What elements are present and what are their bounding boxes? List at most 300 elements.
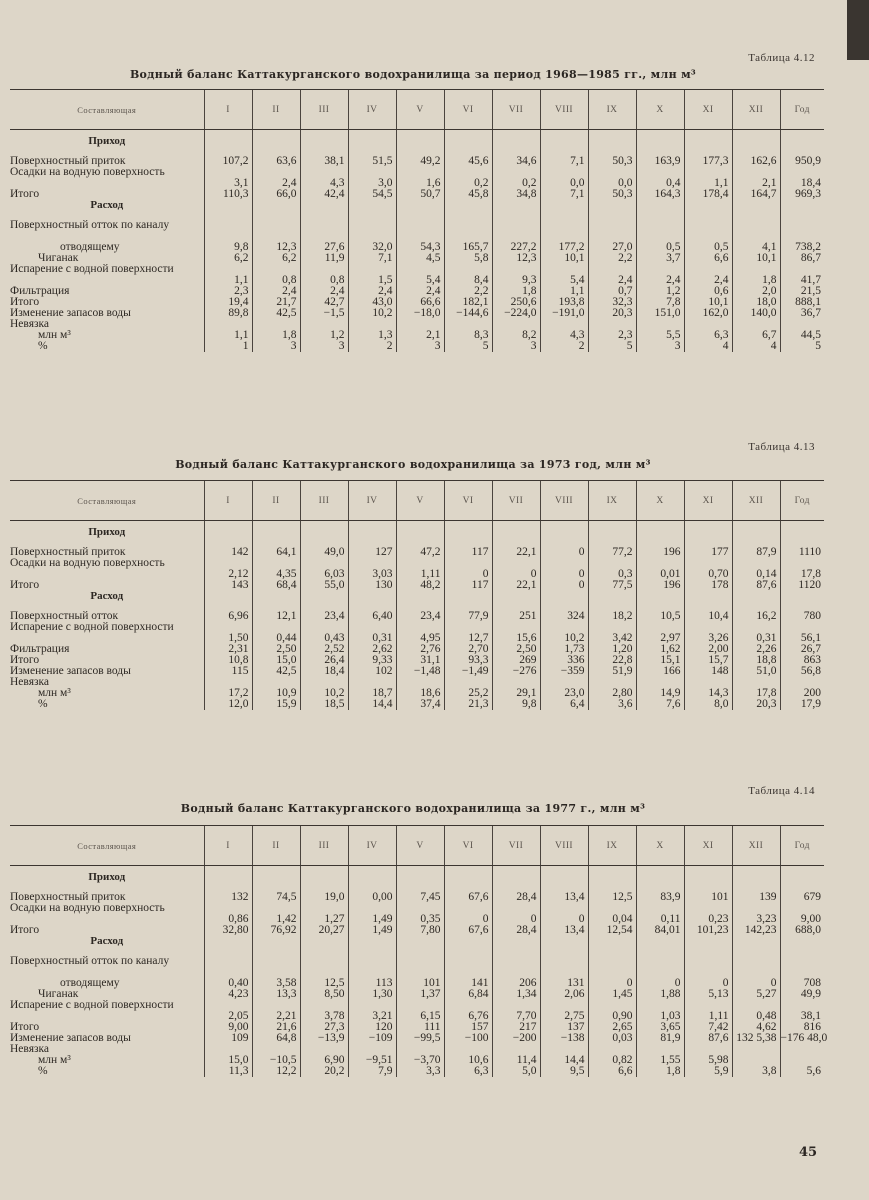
- table-cell: 21,5: [780, 286, 824, 297]
- month-header: II: [252, 481, 300, 521]
- table-cell: 780: [780, 611, 824, 622]
- table-cell: [252, 220, 300, 242]
- month-header: IV: [348, 90, 396, 130]
- row-label: Фильтрация: [10, 285, 70, 297]
- month-header: I: [204, 826, 252, 866]
- table-cell: 7,1: [348, 253, 396, 264]
- table-cell: 18,5: [300, 699, 348, 710]
- month-header: III: [300, 90, 348, 130]
- table-cell: 2,05: [204, 1000, 252, 1022]
- table-cell: [684, 136, 732, 156]
- table-cell: [780, 200, 824, 220]
- table-cell: 0,86: [204, 903, 252, 925]
- table-cell: 8,2: [492, 330, 540, 341]
- table-cell: [588, 936, 636, 956]
- header-row: [10, 826, 824, 866]
- table-cell: 143: [204, 580, 252, 591]
- table-cell: 2,21: [252, 1000, 300, 1022]
- table-cell: [588, 200, 636, 220]
- table-cell: 142,23: [732, 925, 780, 936]
- table-cell: 49,9: [780, 989, 824, 1000]
- table-cell: 2: [348, 341, 396, 352]
- table-cell: 12,3: [492, 253, 540, 264]
- table-cell: [300, 936, 348, 956]
- row-label: Испарение с водной поверхности: [10, 999, 174, 1011]
- row-label: Итого: [10, 1021, 40, 1033]
- table-cell: 22,1: [492, 580, 540, 591]
- table-cell: 67,6: [444, 892, 492, 903]
- table-cell: [252, 936, 300, 956]
- table-cell: 1,03: [636, 1000, 684, 1022]
- table-cell: 42,5: [252, 666, 300, 677]
- month-header: II: [252, 90, 300, 130]
- table-cell: 0: [540, 547, 588, 558]
- table-cell: 200: [780, 688, 824, 699]
- table-cell: 12,2: [252, 1066, 300, 1077]
- table-cell: −359: [540, 666, 588, 677]
- table-cell: 0,2: [492, 167, 540, 189]
- table-cell: [348, 936, 396, 956]
- table-cell: 19,0: [300, 892, 348, 903]
- table-cell: 8,3: [444, 330, 492, 341]
- table-cell: 13,4: [540, 925, 588, 936]
- table-cell: 217: [492, 1022, 540, 1033]
- table-cell: [444, 936, 492, 956]
- table-cell: 49,0: [300, 547, 348, 558]
- table-cell: 115: [204, 666, 252, 677]
- table-cell: 3,26: [684, 622, 732, 644]
- table-cell: 10,4: [684, 611, 732, 622]
- table-title: Водный баланс Каттакурганского водохранилища за 1973 год, млн м³: [175, 458, 651, 471]
- table-cell: 68,4: [252, 580, 300, 591]
- table-cell: 3: [252, 341, 300, 352]
- table-cell: 1,45: [588, 989, 636, 1000]
- table-cell: 5,5: [636, 330, 684, 341]
- section-row: [10, 527, 824, 547]
- table-cell: [396, 527, 444, 547]
- table-cell: 12,54: [588, 925, 636, 936]
- table-cell: 2,70: [444, 644, 492, 655]
- table-cell: 7,42: [684, 1022, 732, 1033]
- table-cell: 4,5: [396, 253, 444, 264]
- table-cell: [204, 200, 252, 220]
- table-cell: 9,8: [204, 242, 252, 253]
- row-label: Осадки на водную поверхность: [10, 902, 165, 914]
- table-cell: 688,0: [780, 925, 824, 936]
- table-cell: 12,5: [300, 978, 348, 989]
- table-cell: 25,2: [444, 688, 492, 699]
- month-header: X: [636, 826, 684, 866]
- table-cell: 87,6: [732, 580, 780, 591]
- table-cell: 708: [780, 978, 824, 989]
- table-cell: 9,33: [348, 655, 396, 666]
- table-cell: 50,3: [588, 156, 636, 167]
- table-cell: 14,9: [636, 688, 684, 699]
- table-cell: 67,6: [444, 925, 492, 936]
- table-cell: −1,48: [396, 666, 444, 677]
- table-cell: 6,4: [540, 699, 588, 710]
- table-cell: [636, 527, 684, 547]
- table-cell: [780, 956, 824, 978]
- table-cell: 2,76: [396, 644, 444, 655]
- table-cell: 0: [636, 978, 684, 989]
- row-label: Поверхностный приток: [10, 155, 126, 167]
- table-cell: 4,35: [252, 558, 300, 580]
- table-cell: [348, 527, 396, 547]
- table-cell: 74,5: [252, 892, 300, 903]
- table-cell: 7,45: [396, 892, 444, 903]
- month-header: Год: [780, 481, 824, 521]
- table-cell: 4,95: [396, 622, 444, 644]
- table-cell: 4,1: [732, 242, 780, 253]
- table-cell: 6,2: [252, 253, 300, 264]
- table-cell: 28,4: [492, 892, 540, 903]
- table-cell: [780, 527, 824, 547]
- table-cell: 11,9: [300, 253, 348, 264]
- table-cell: [540, 956, 588, 978]
- table-cell: −100: [444, 1033, 492, 1044]
- table-cell: [204, 220, 252, 242]
- table-cell: 18,8: [732, 655, 780, 666]
- table-cell: [492, 220, 540, 242]
- table-cell: 3: [396, 341, 444, 352]
- table-cell: 63,6: [252, 156, 300, 167]
- table-cell: 83,9: [636, 892, 684, 903]
- table-cell: [636, 136, 684, 156]
- table-cell: 1,37: [396, 989, 444, 1000]
- section-heading: Расход: [90, 590, 124, 602]
- table-cell: 21,3: [444, 699, 492, 710]
- table-row: [10, 666, 824, 677]
- month-header: VI: [444, 481, 492, 521]
- table-cell: 7,1: [540, 156, 588, 167]
- table-cell: 20,3: [588, 308, 636, 319]
- month-header: XI: [684, 481, 732, 521]
- month-header: IX: [588, 481, 636, 521]
- table-cell: 177,3: [684, 156, 732, 167]
- table-cell: [396, 956, 444, 978]
- table-cell: 3,42: [588, 622, 636, 644]
- table-cell: [588, 220, 636, 242]
- table-cell: 45,6: [444, 156, 492, 167]
- table-cell: 7,80: [396, 925, 444, 936]
- table-cell: [732, 956, 780, 978]
- table-cell: 10,9: [252, 688, 300, 699]
- table-cell: [444, 527, 492, 547]
- table-cell: 51,0: [732, 666, 780, 677]
- table-cell: 87,6: [684, 1033, 732, 1044]
- table-cell: 3,7: [636, 253, 684, 264]
- table-title: Водный баланс Каттакурганского водохранилища за период 1968—1985 гг., млн м³: [129, 68, 697, 81]
- table-cell: 1,2: [636, 286, 684, 297]
- table-cell: 7,6: [636, 699, 684, 710]
- table-cell: 0,90: [588, 1000, 636, 1022]
- table-cell: 1,49: [348, 903, 396, 925]
- month-header: VIII: [540, 90, 588, 130]
- table-cell: 1110: [780, 547, 824, 558]
- table-cell: 164,7: [732, 189, 780, 200]
- table-cell: 178: [684, 580, 732, 591]
- table-cell: −9,51: [348, 1055, 396, 1066]
- table-cell: 0,11: [636, 903, 684, 925]
- table-row: [10, 264, 824, 286]
- table-cell: 89,8: [204, 308, 252, 319]
- table-cell: 17,8: [780, 558, 824, 580]
- table-cell: 5,98: [684, 1055, 732, 1066]
- table-cell: 178,4: [684, 189, 732, 200]
- table-row: [10, 580, 824, 591]
- row-label: Итого: [10, 579, 40, 591]
- table-cell: 0,01: [636, 558, 684, 580]
- table-row: [10, 903, 824, 925]
- table-cell: 26,7: [780, 644, 824, 655]
- row-label: Поверхностный отток: [10, 610, 119, 622]
- table-cell: 15,6: [492, 622, 540, 644]
- table-cell: 1,2: [300, 330, 348, 341]
- table-cell: −276: [492, 666, 540, 677]
- table-cell: 3,58: [252, 978, 300, 989]
- row-label: отводящему: [60, 241, 120, 253]
- row-label: млн м³: [38, 687, 71, 699]
- table-cell: 137: [540, 1022, 588, 1033]
- table-cell: 0,43: [300, 622, 348, 644]
- table-cell: [540, 872, 588, 892]
- table-cell: 6,90: [300, 1055, 348, 1066]
- table-cell: [348, 956, 396, 978]
- table-cell: 18,4: [300, 666, 348, 677]
- table-cell: 163,9: [636, 156, 684, 167]
- section-row: [10, 200, 824, 220]
- table-cell: 44,5: [780, 330, 824, 341]
- month-header: VIII: [540, 481, 588, 521]
- table-row: [10, 558, 824, 580]
- table-cell: −1,49: [444, 666, 492, 677]
- table-cell: 2,4: [396, 286, 444, 297]
- table-cell: 1,27: [300, 903, 348, 925]
- table-row: [10, 699, 824, 710]
- table-cell: 1,1: [204, 330, 252, 341]
- table-cell: 0: [444, 558, 492, 580]
- table-cell: 2,1: [396, 330, 444, 341]
- table-row: [10, 242, 824, 253]
- table-cell: 32,0: [348, 242, 396, 253]
- table-cell: [492, 527, 540, 547]
- table-cell: 10,2: [540, 622, 588, 644]
- table-cell: 42,7: [300, 297, 348, 308]
- table-cell: [444, 200, 492, 220]
- table-cell: [684, 200, 732, 220]
- table-cell: 888,1: [780, 297, 824, 308]
- table-cell: 6,15: [396, 1000, 444, 1022]
- table-cell: 4,62: [732, 1022, 780, 1033]
- table-cell: [204, 872, 252, 892]
- table-cell: 0,03: [588, 1033, 636, 1044]
- section-row: [10, 936, 824, 956]
- table-cell: 77,9: [444, 611, 492, 622]
- table-cell: [780, 220, 824, 242]
- table-cell: 6,6: [588, 1066, 636, 1077]
- table-cell: 166: [636, 666, 684, 677]
- month-header: V: [396, 826, 444, 866]
- table-cell: 51,5: [348, 156, 396, 167]
- table-cell: 139: [732, 892, 780, 903]
- table-cell: 0,44: [252, 622, 300, 644]
- table-cell: 9,00: [780, 903, 824, 925]
- table-cell: 5,4: [540, 264, 588, 286]
- table-cell: 9,5: [540, 1066, 588, 1077]
- table-number: Таблица 4.13: [748, 441, 815, 453]
- table-cell: −144,6: [444, 308, 492, 319]
- table-cell: −176 48,0: [780, 1032, 828, 1044]
- table-cell: 679: [780, 892, 824, 903]
- table-cell: 8,50: [300, 989, 348, 1000]
- table-cell: [348, 200, 396, 220]
- table-cell: 12,7: [444, 622, 492, 644]
- table-cell: 196: [636, 547, 684, 558]
- section-heading: Приход: [88, 526, 126, 538]
- table-cell: 1,55: [636, 1055, 684, 1066]
- table-cell: 13,3: [252, 989, 300, 1000]
- table-cell: 23,4: [396, 611, 444, 622]
- table-cell: 7,70: [492, 1000, 540, 1022]
- table-cell: 42,5: [252, 308, 300, 319]
- table-cell: 157: [444, 1022, 492, 1033]
- row-label: Невязка: [10, 318, 50, 330]
- table-cell: 0,5: [684, 242, 732, 253]
- table-row: [10, 220, 824, 242]
- table-cell: [348, 872, 396, 892]
- table-cell: 8,0: [684, 699, 732, 710]
- month-header: V: [396, 481, 444, 521]
- table-cell: [780, 936, 824, 956]
- table-cell: 77,2: [588, 547, 636, 558]
- table-cell: 3,65: [636, 1022, 684, 1033]
- table-cell: 15,0: [252, 655, 300, 666]
- table-cell: 3: [492, 341, 540, 352]
- month-header: III: [300, 826, 348, 866]
- table-cell: [396, 136, 444, 156]
- table-cell: 12,5: [588, 892, 636, 903]
- row-label: %: [38, 698, 48, 710]
- table-cell: [348, 591, 396, 611]
- table-cell: [252, 956, 300, 978]
- header-label: Составляющая: [10, 481, 204, 521]
- table-cell: 18,6: [396, 688, 444, 699]
- table-cell: [252, 527, 300, 547]
- table-cell: 132: [204, 892, 252, 903]
- table-cell: [300, 591, 348, 611]
- table-cell: 151,0: [636, 308, 684, 319]
- table-cell: 10,6: [444, 1055, 492, 1066]
- table-cell: 6,3: [684, 330, 732, 341]
- table-cell: 1,3: [348, 330, 396, 341]
- table-cell: [252, 136, 300, 156]
- table-cell: [540, 220, 588, 242]
- table-cell: −99,5: [396, 1033, 444, 1044]
- table-cell: 9,00: [204, 1022, 252, 1033]
- table-cell: [396, 591, 444, 611]
- table-cell: −109: [348, 1033, 396, 1044]
- table-cell: 2,4: [252, 167, 300, 189]
- table-cell: 6,3: [444, 1066, 492, 1077]
- month-header: VII: [492, 481, 540, 521]
- month-header: VI: [444, 90, 492, 130]
- table-cell: 4: [732, 341, 780, 352]
- table-cell: [732, 872, 780, 892]
- table-cell: 5: [444, 341, 492, 352]
- table-cell: 1,8: [492, 286, 540, 297]
- table-cell: 51,9: [588, 666, 636, 677]
- table-cell: 10,1: [540, 253, 588, 264]
- month-header: IV: [348, 481, 396, 521]
- table-cell: 1,6: [396, 167, 444, 189]
- table-cell: 0,00: [348, 892, 396, 903]
- row-label: млн м³: [38, 1054, 71, 1066]
- section-row: [10, 591, 824, 611]
- table-cell: 950,9: [780, 156, 824, 167]
- table-cell: 48,2: [396, 580, 444, 591]
- table-cell: 3,23: [732, 903, 780, 925]
- row-label: Итого: [10, 654, 40, 666]
- table-cell: 2,4: [348, 286, 396, 297]
- table-cell: [684, 220, 732, 242]
- table-row: [10, 622, 824, 644]
- table-cell: [540, 527, 588, 547]
- table-cell: 2,00: [684, 644, 732, 655]
- table-cell: 1,5: [348, 264, 396, 286]
- table-title: Водный баланс Каттакурганского водохранилища за 1977 г., млн м³: [180, 802, 646, 815]
- table-cell: 0,4: [636, 167, 684, 189]
- table-cell: 193,8: [540, 297, 588, 308]
- table-cell: 0: [540, 580, 588, 591]
- table-cell: 969,3: [780, 189, 824, 200]
- table-cell: 1: [204, 341, 252, 352]
- table-cell: 102: [348, 666, 396, 677]
- header-row: [10, 90, 824, 130]
- month-header: Год: [780, 826, 824, 866]
- table-cell: 20,3: [732, 699, 780, 710]
- month-header: VI: [444, 826, 492, 866]
- table-cell: 1,11: [396, 558, 444, 580]
- table-cell: [588, 136, 636, 156]
- table-row: [10, 1033, 824, 1044]
- table-cell: 1,34: [492, 989, 540, 1000]
- table-cell: 6,03: [300, 558, 348, 580]
- table-cell: [252, 200, 300, 220]
- table-cell: 27,6: [300, 242, 348, 253]
- table-row: [10, 1066, 824, 1077]
- table-cell: 1,20: [588, 644, 636, 655]
- table-cell: 17,9: [780, 699, 824, 710]
- table-cell: [636, 872, 684, 892]
- table-cell: 0: [540, 558, 588, 580]
- table-cell: 1,8: [732, 264, 780, 286]
- table-row: [10, 1055, 824, 1066]
- balance-table: [10, 480, 824, 710]
- table-cell: 17,2: [204, 688, 252, 699]
- month-header: VII: [492, 90, 540, 130]
- table-cell: [732, 136, 780, 156]
- month-header: V: [396, 90, 444, 130]
- section-row: [10, 136, 824, 156]
- table-cell: [636, 200, 684, 220]
- table-cell: 164,3: [636, 189, 684, 200]
- table-cell: 2,97: [636, 622, 684, 644]
- table-cell: [732, 591, 780, 611]
- table-cell: 17,8: [732, 688, 780, 699]
- table-cell: 5,0: [492, 1066, 540, 1077]
- table-cell: 269: [492, 655, 540, 666]
